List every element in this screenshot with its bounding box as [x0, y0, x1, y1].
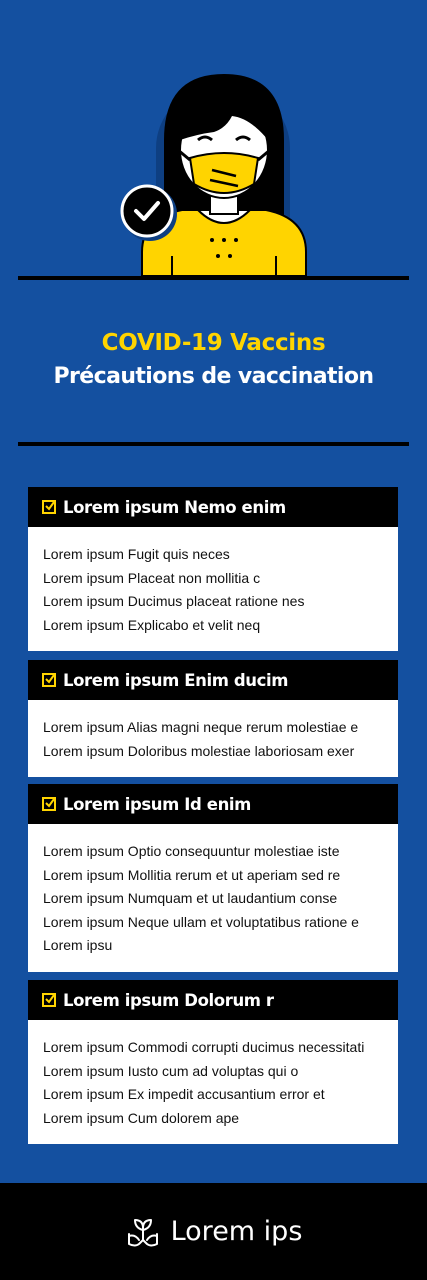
list-item: Lorem ipsum Optio consequuntur molestiae iste — [43, 843, 340, 859]
section-title: Lorem ipsum Nemo enim — [63, 497, 286, 517]
section-body — [28, 824, 398, 972]
section-body — [28, 700, 398, 777]
section-header — [28, 487, 398, 527]
section-header — [28, 660, 398, 700]
section-body — [28, 1020, 398, 1144]
list-item: Lorem ipsum Cum dolorem ape — [43, 1109, 240, 1126]
list-item: Lorem ipsu — [43, 937, 113, 953]
list-item: Lorem ipsum Ducimus placeat ratione nes — [43, 593, 305, 609]
section-card — [28, 660, 398, 777]
hero-illustration — [0, 0, 427, 290]
list-item: Lorem ipsum Explicabo et velit neq — [43, 616, 261, 633]
divider-bottom — [18, 442, 409, 446]
section-card — [28, 980, 398, 1144]
page-title: COVID-19 Vaccins — [101, 330, 326, 356]
list-item: Lorem ipsum Doloribus molestiae laboriosam exer — [43, 742, 355, 759]
section-card — [28, 784, 398, 972]
list-item: Lorem ipsum Placeat non mollitia c — [43, 569, 261, 586]
checkbox-icon — [42, 797, 56, 811]
list-item: Lorem ipsum Mollitia rerum et ut aperiam sed re — [43, 866, 341, 883]
list-item: Lorem ipsum Alias magni neque rerum molestiae e — [43, 719, 359, 735]
section-title: Lorem ipsum Enim ducim — [63, 670, 289, 690]
list-item: Lorem ipsum Commodi corrupti ducimus necessitati — [43, 1039, 365, 1055]
section-header — [28, 784, 398, 824]
checkbox-icon — [42, 673, 56, 687]
section-title: Lorem ipsum Id enim — [63, 794, 251, 814]
checkbox-icon — [42, 500, 56, 514]
list-item: Lorem ipsum Neque ullam et voluptatibus ratione e — [43, 913, 359, 930]
plant-hands-icon — [125, 1214, 161, 1250]
masked-woman-illustration — [0, 0, 427, 290]
section-header — [28, 980, 398, 1020]
page-subtitle: Précautions de vaccination — [53, 364, 374, 389]
list-item: Lorem ipsum Fugit quis neces — [43, 546, 230, 562]
section-body — [28, 527, 398, 651]
section-card — [28, 487, 398, 651]
footer-text: Lorem ips — [170, 1216, 303, 1247]
list-item: Lorem ipsum Ex impedit accusantium error et — [43, 1086, 325, 1102]
section-title: Lorem ipsum Dolorum r — [63, 990, 274, 1010]
divider-top — [18, 276, 409, 280]
list-item: Lorem ipsum Iusto cum ad voluptas qui o — [43, 1062, 299, 1079]
checkbox-icon — [42, 993, 56, 1007]
list-item: Lorem ipsum Numquam et ut laudantium conse — [43, 890, 338, 906]
footer — [0, 1183, 427, 1280]
